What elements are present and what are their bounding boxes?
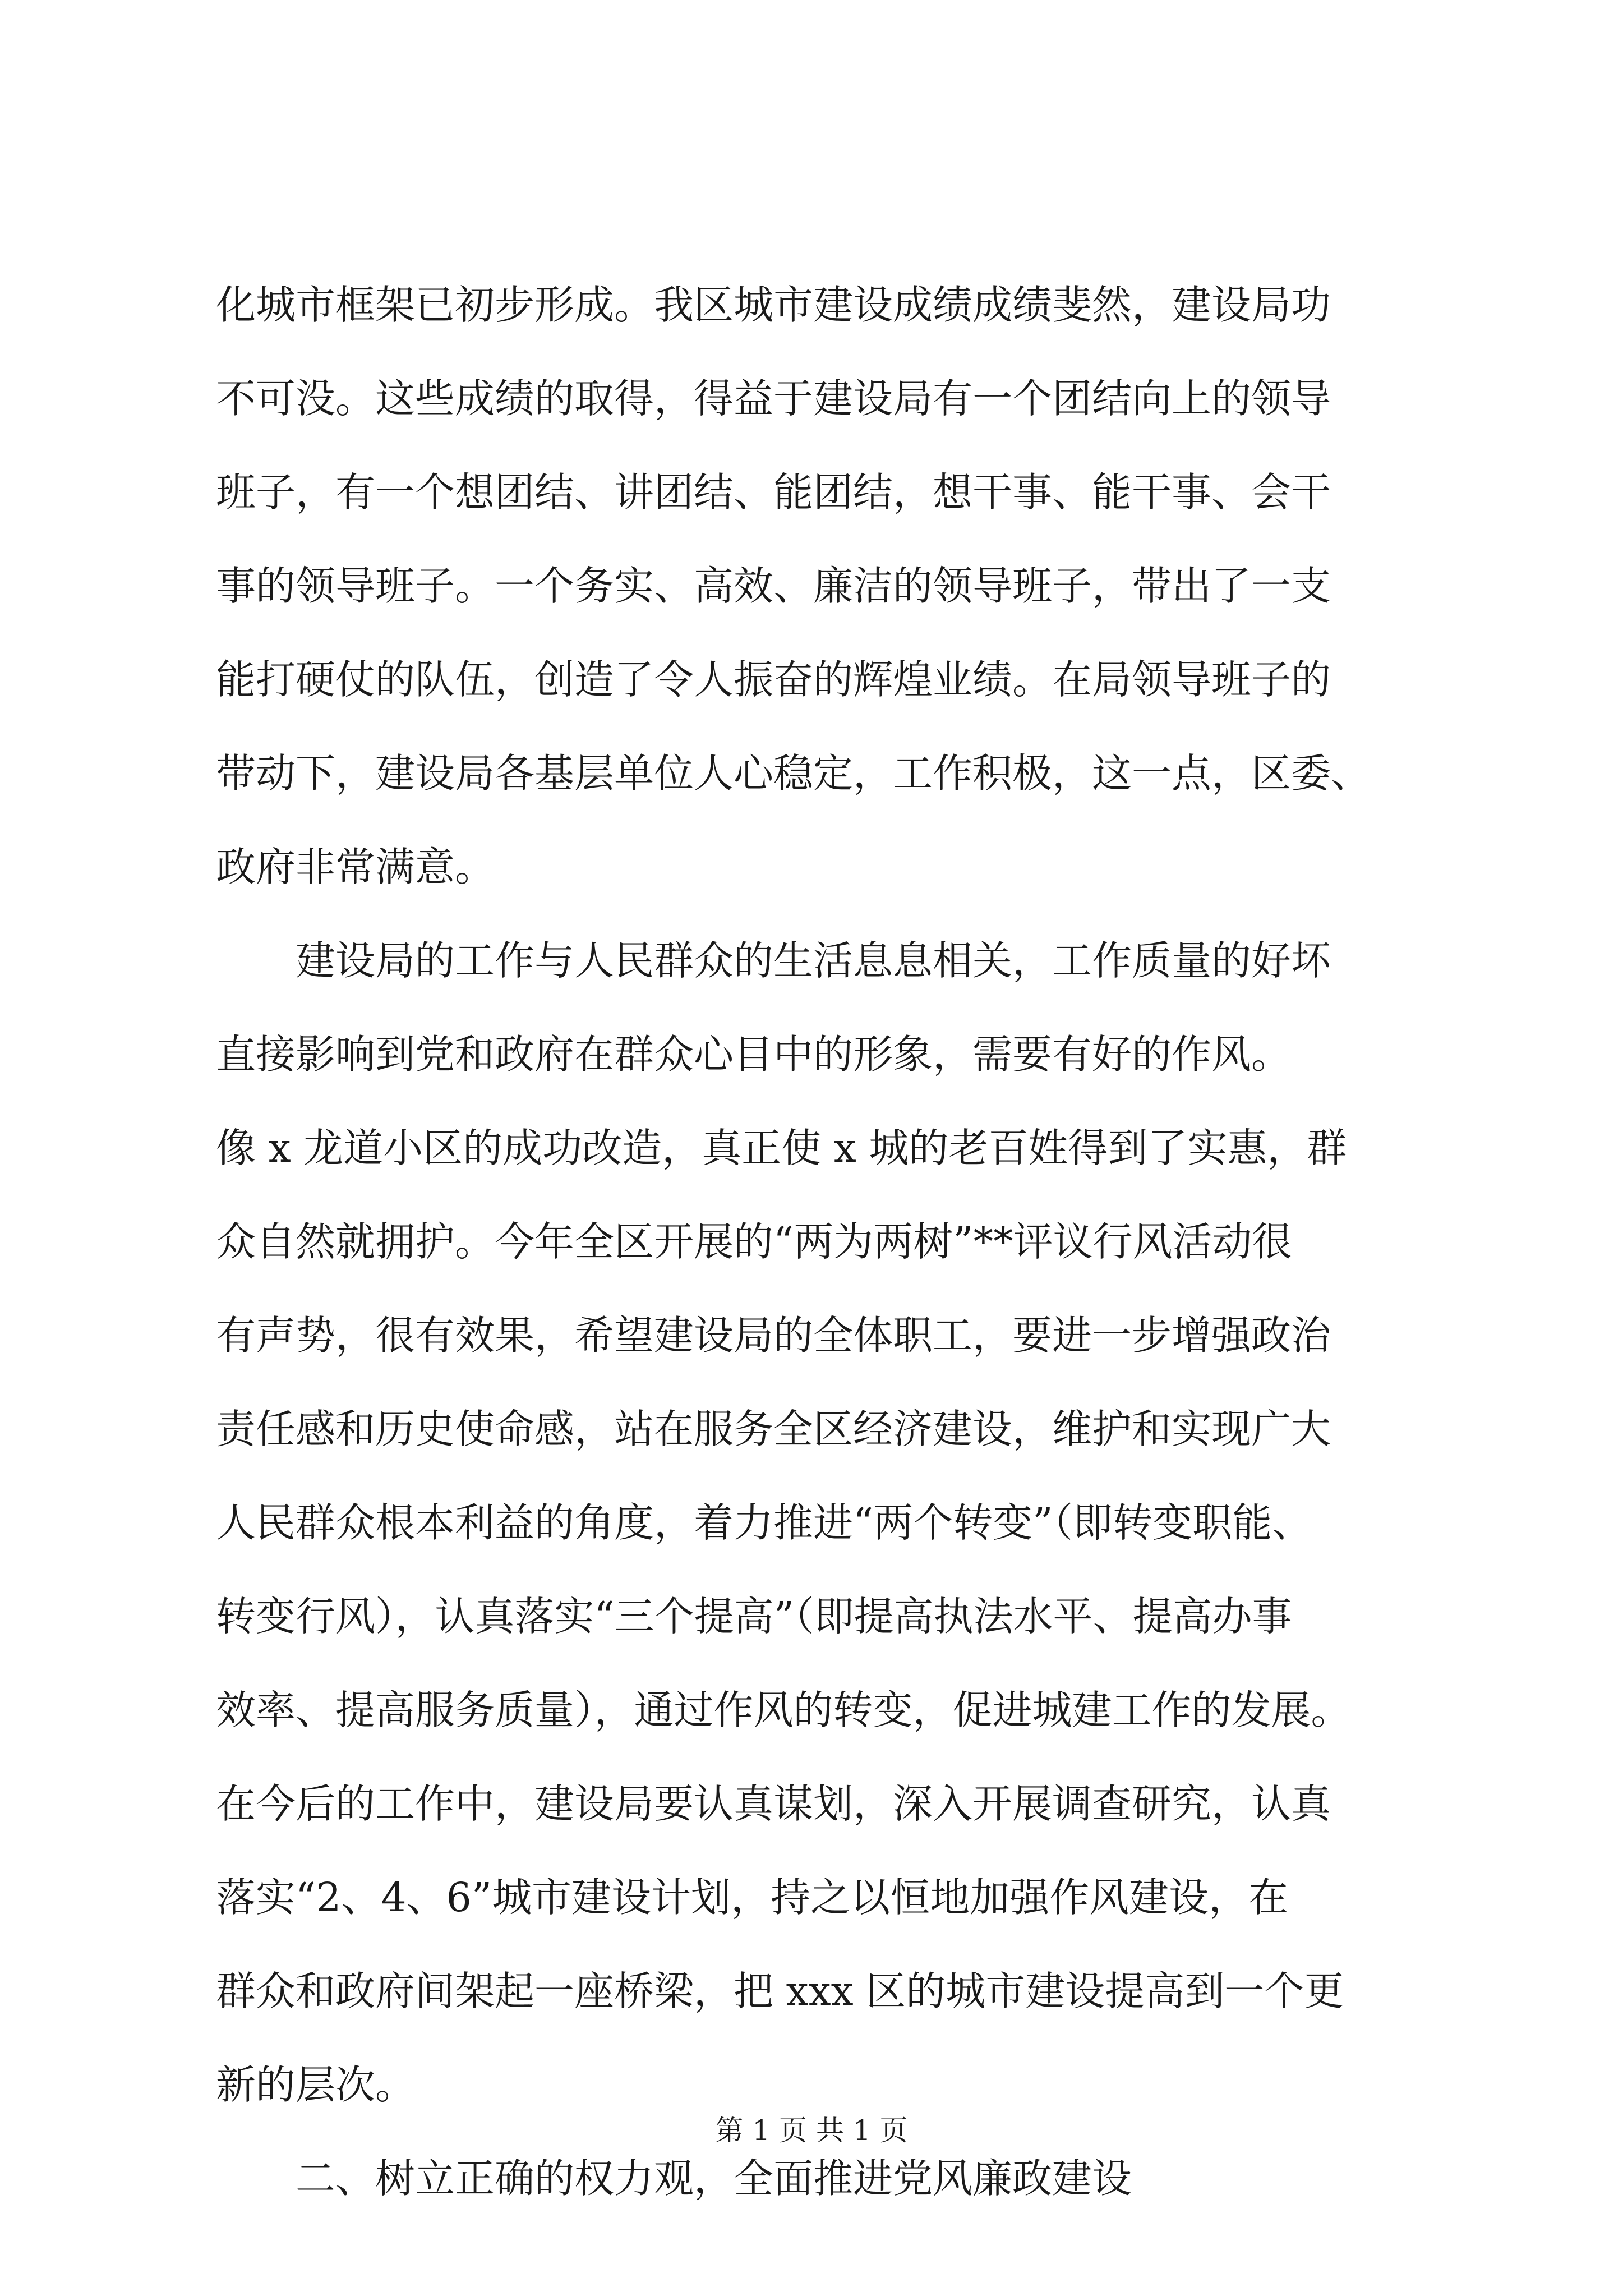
text-line: 人民群众根本利益的角度，着力推进“两个转变”（即转变职能、 [216,1499,1312,1546]
text-line: 像 x 龙道小区的成功改造，真正使 x 城的老百姓得到了实惠，群 [216,1125,1347,1171]
text-line: 有声势，很有效果，希望建设局的全体职工，要进一步增强政治 [216,1312,1331,1359]
text-line: 不可没。这些成绩的取得，得益于建设局有一个团结向上的领导 [216,375,1331,422]
text-line: 化城市框架已初步形成。我区城市建设成绩成绩斐然，建设局功 [216,282,1331,328]
document-body [216,258,1410,2225]
page-number-label: 第 1 页 共 1 页 [715,2114,908,2147]
text-line: 班子，有一个想团结、讲团结、能团结，想干事、能干事、会干 [216,469,1331,516]
text-line: 众自然就拥护。今年全区开展的“两为两树”**评议行风活动很 [216,1218,1292,1265]
text-line: 能打硬仗的队伍，创造了令人振奋的辉煌业绩。在局领导班子的 [216,656,1331,703]
text-line: 建设局的工作与人民群众的生活息息相关，工作质量的好坏 [296,937,1331,984]
text-line: 带动下，建设局各基层单位人心稳定，工作积极，这一点，区委、 [216,750,1371,797]
page-footer [0,2108,1623,2153]
text-line: 落实“2、4、6”城市建设计划，持之以恒地加强作风建设，在 [216,1874,1289,1921]
text-line: 新的层次。 [216,2062,416,2108]
paragraph-work-style [216,914,1410,2132]
heading-text: 二、树立正确的权力观，全面推进党风廉政建设 [296,2155,1132,2202]
text-line: 群众和政府间架起一座桥梁，把 xxx 区的城市建设提高到一个更 [216,1968,1344,2014]
text-line: 直接影响到党和政府在群众心目中的形象，需要有好的作风。 [216,1031,1292,1078]
text-line: 政府非常满意。 [216,844,495,890]
text-line: 责任感和历史使命感，站在服务全区经济建设，维护和实现广大 [216,1406,1331,1452]
text-line: 事的领导班子。一个务实、高效、廉洁的领导班子，带出了一支 [216,563,1331,609]
text-line: 效率、提高服务质量），通过作风的转变，促进城建工作的发展。 [216,1687,1351,1733]
text-line: 转变行风），认真落实“三个提高”（即提高执法水平、提高办事 [216,1593,1292,1640]
text-line: 在今后的工作中，建设局要认真谋划，深入开展调查研究，认真 [216,1780,1331,1827]
paragraph-continuation [216,258,1410,914]
